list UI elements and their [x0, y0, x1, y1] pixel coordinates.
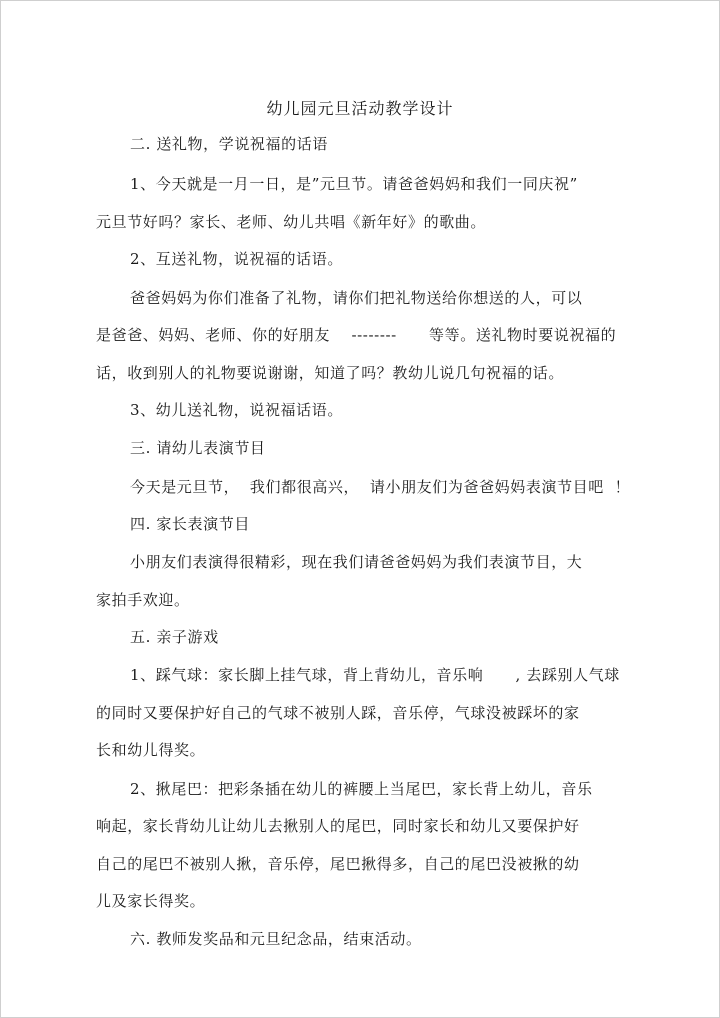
paragraph-line: 1、踩气球：家长脚上挂气球，背上背幼儿，音乐响 , 去踩别人气球: [130, 666, 620, 684]
paragraph-line: 长和幼儿得奖。: [96, 741, 206, 759]
paragraph-line: 小朋友们表演得很精彩，现在我们请爸爸妈妈为我们表演节目，大: [130, 553, 583, 571]
document-title: 幼儿园元旦活动教学设计: [266, 99, 454, 118]
paragraph-line: 儿及家长得奖。: [96, 892, 206, 910]
paragraph-line: 的同时又要保护好自己的气球不被别人踩，音乐停，气球没被踩坏的家: [96, 704, 580, 722]
paragraph-line: 话，收到别人的礼物要说谢谢，知道了吗？教幼儿说几句祝福的话。: [96, 364, 565, 382]
section-heading-3: 三. 请幼儿表演节目: [130, 439, 266, 457]
paragraph-line: 2、揪尾巴：把彩条插在幼儿的裤腰上当尾巴，家长背上幼儿，音乐: [130, 780, 593, 798]
section-heading-4: 四. 家长表演节目: [130, 515, 250, 533]
section-heading-2: 二. 送礼物，学说祝福的话语: [130, 135, 328, 153]
paragraph-line: 3、幼儿送礼物，说祝福话语。: [130, 401, 343, 419]
section-heading-6: 六. 教师发奖品和元旦纪念品，结束活动。: [130, 930, 422, 948]
paragraph-line: 1、今天就是一月一日，是”元旦节。请爸爸妈妈和我们一同庆祝”: [130, 175, 578, 193]
paragraph-line: 元旦节好吗？家长、老师、幼儿共唱《新年好》的歌曲。: [96, 213, 487, 231]
paragraph-line: 2、互送礼物，说祝福的话语。: [130, 250, 343, 268]
paragraph-line: 是爸爸、妈妈、老师、你的好朋友 -------- 等等。送礼物时要说祝福的: [96, 326, 617, 344]
paragraph-line: 自己的尾巴不被别人揪，音乐停，尾巴揪得多，自己的尾巴没被揪的幼: [96, 855, 580, 873]
paragraph-line: 家拍手欢迎。: [96, 591, 190, 609]
section-heading-5: 五. 亲子游戏: [130, 628, 219, 646]
paragraph-line: 今天是元旦节， 我们都很高兴， 请小朋友们为爸爸妈妈表演节目吧 ！: [130, 478, 631, 496]
paragraph-line: 爸爸妈妈为你们准备了礼物，请你们把礼物送给你想送的人，可以: [130, 289, 583, 307]
paragraph-line: 响起，家长背幼儿让幼儿去揪别人的尾巴，同时家长和幼儿又要保护好: [96, 817, 580, 835]
